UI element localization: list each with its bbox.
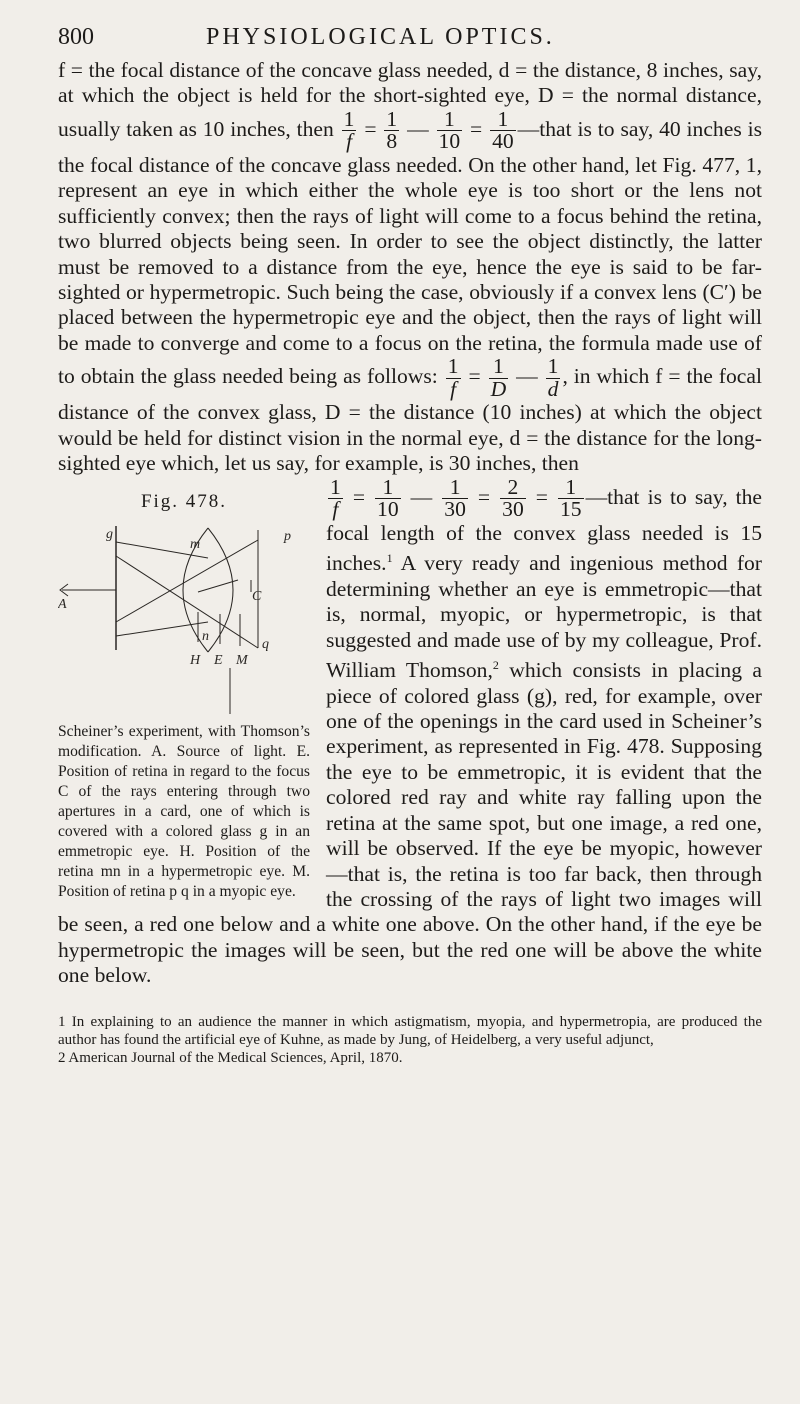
- ray-aux-bottom: [116, 622, 208, 636]
- minus-sign: —: [410, 484, 433, 509]
- paragraph-1: [58, 58, 762, 477]
- running-title: PHYSIOLOGICAL OPTICS.: [206, 24, 555, 50]
- figure-label: Fig. 478.: [140, 490, 228, 512]
- fraction-1-over-10: $\frac{1}{10}$: [377, 474, 399, 522]
- minus-sign: —: [516, 364, 538, 389]
- letter-M: M: [236, 653, 248, 669]
- equals-sign: =: [535, 484, 548, 509]
- letter-m: m: [190, 537, 201, 553]
- footnote-ref-1[interactable]: 1: [386, 551, 393, 566]
- para2-text-a: —that is to say, the focal length of the convex glass needed is 15 inches.: [326, 484, 763, 576]
- fraction-1-over-f: $\frac{1}{f}$: [447, 354, 459, 401]
- main-text: [58, 58, 762, 989]
- letter-n: n: [202, 629, 209, 645]
- fraction-1-over-f: $\frac{1}{f}$: [343, 106, 355, 154]
- para1-text-a: f = the focal distance of the concave glass needed, d = the distance, 8 inches, say, at which the object is held for the short-sighted eye, D = the normal distance, usually taken as 10 inches, then: [58, 58, 762, 141]
- equals-sign: =: [364, 116, 377, 141]
- page-number: 800: [58, 24, 94, 50]
- minus-sign: —: [407, 116, 429, 141]
- equals-sign: =: [468, 364, 481, 389]
- fraction-1-over-30: $\frac{1}{30}$: [444, 474, 466, 522]
- letter-H: H: [190, 653, 201, 669]
- fraction-1-over-D: $\frac{1}{D}$: [490, 354, 507, 401]
- footnote-1: 1 In explaining to an audience the manner in which astigmatism, myopia, and hypermetropia, are produced the author has found the artificial eye of Kuhne, as made by Jung, of Heidelberg, a very useful adjunct,: [58, 1013, 762, 1048]
- footnotes: [58, 1013, 762, 1067]
- letter-A: A: [58, 597, 67, 613]
- book-page: [58, 18, 762, 1067]
- fraction-1-over-d: $\frac{1}{d}$: [547, 354, 559, 401]
- letter-g: g: [106, 527, 113, 543]
- footnote-ref-2[interactable]: 2: [492, 658, 499, 673]
- ray-m-n: [198, 580, 238, 592]
- letter-q: q: [262, 637, 269, 653]
- letter-C: C: [252, 589, 262, 605]
- fraction-1-over-40: $\frac{1}{40}$: [492, 106, 514, 154]
- para2-text-b: A very ready and ingenious method for determining whether an eye is emmetropic—that is, normal, myopic, or hypermetropic, is that suggested and made use of by my colleague, Prof. William Thomson,: [326, 551, 762, 683]
- equals-sign: =: [477, 484, 491, 509]
- figure-478: [58, 479, 310, 902]
- page-header: [58, 18, 762, 58]
- fraction-1-over-15: $\frac{1}{15}$: [559, 474, 582, 522]
- fraction-1-over-10: $\frac{1}{10}$: [438, 106, 461, 154]
- figure-caption: Scheiner’s experiment, with Thomson’s modification. A. Source of light. E. Position of retina in regard to the focus C of the rays entering through two apertures in a card, one of which is covered with a colored glass g in an emmetropic eye. H. Position of the retina mn in a hypermetropic eye. M. Position of retina p q in a myopic eye.: [58, 723, 310, 901]
- letter-p: p: [284, 529, 291, 545]
- letter-E: E: [214, 653, 223, 669]
- fraction-1-over-8: $\frac{1}{8}$: [386, 106, 398, 154]
- scheiner-experiment-diagram: [58, 518, 310, 718]
- footnote-2: 2 American Journal of the Medical Sciences, April, 1870.: [58, 1049, 403, 1066]
- para2-text-c: which consists in placing a piece of colored glass (g), red, for example, over one of the openings in the card used in Scheiner’s experiment, as represented in Fig. 478. Supposing the eye to be emmetropic, it is evident that the colored red ray and white ray falling upon the retina at the same spot, but one image, a red one, will be observed. If the eye be myopic, however—that is, the retina is too far back, then through the crossing of the rays of light two images will be seen, a red one below and a white one above. On the other hand, if the eye be hypermetropic the images will be seen, but the red one will be above the white one below.: [58, 658, 762, 988]
- para1-text-b: —that is to say, 40 inches is the focal distance of the concave glass needed. On the other hand, let Fig. 477, 1, represent an eye in which either the whole eye is too short or the lens not sufficiently convex; then the rays of light will come to a focus behind the retina, two blurred objects being seen. In order to see the object distinctly, the latter must be removed to a distance from the eye, hence the eye is said to be far-sighted or hypermetropic. Such being the case, obviously if a convex lens (C′) be placed between the hypermetropic eye and the object, then the rays of light will be made to converge and come to a focus on the retina, the formula made use of to obtain the glass needed being as follows:: [58, 116, 762, 389]
- equals-sign: =: [470, 116, 483, 141]
- ray-upper: [116, 556, 258, 648]
- para1-text-c: , in which f = the focal distance of the convex glass, D = the distance (10 inches) at which the object would be held for distinct vision in the normal eye, d = the distance for the long-sighted eye which, let us say, for example, is 30 inches, then: [58, 364, 762, 476]
- fraction-2-over-30: $\frac{2}{30}$: [502, 474, 524, 522]
- fraction-1-over-f: $\frac{1}{f}$: [330, 474, 341, 522]
- ray-lower: [116, 540, 258, 622]
- equals-sign: =: [352, 484, 366, 509]
